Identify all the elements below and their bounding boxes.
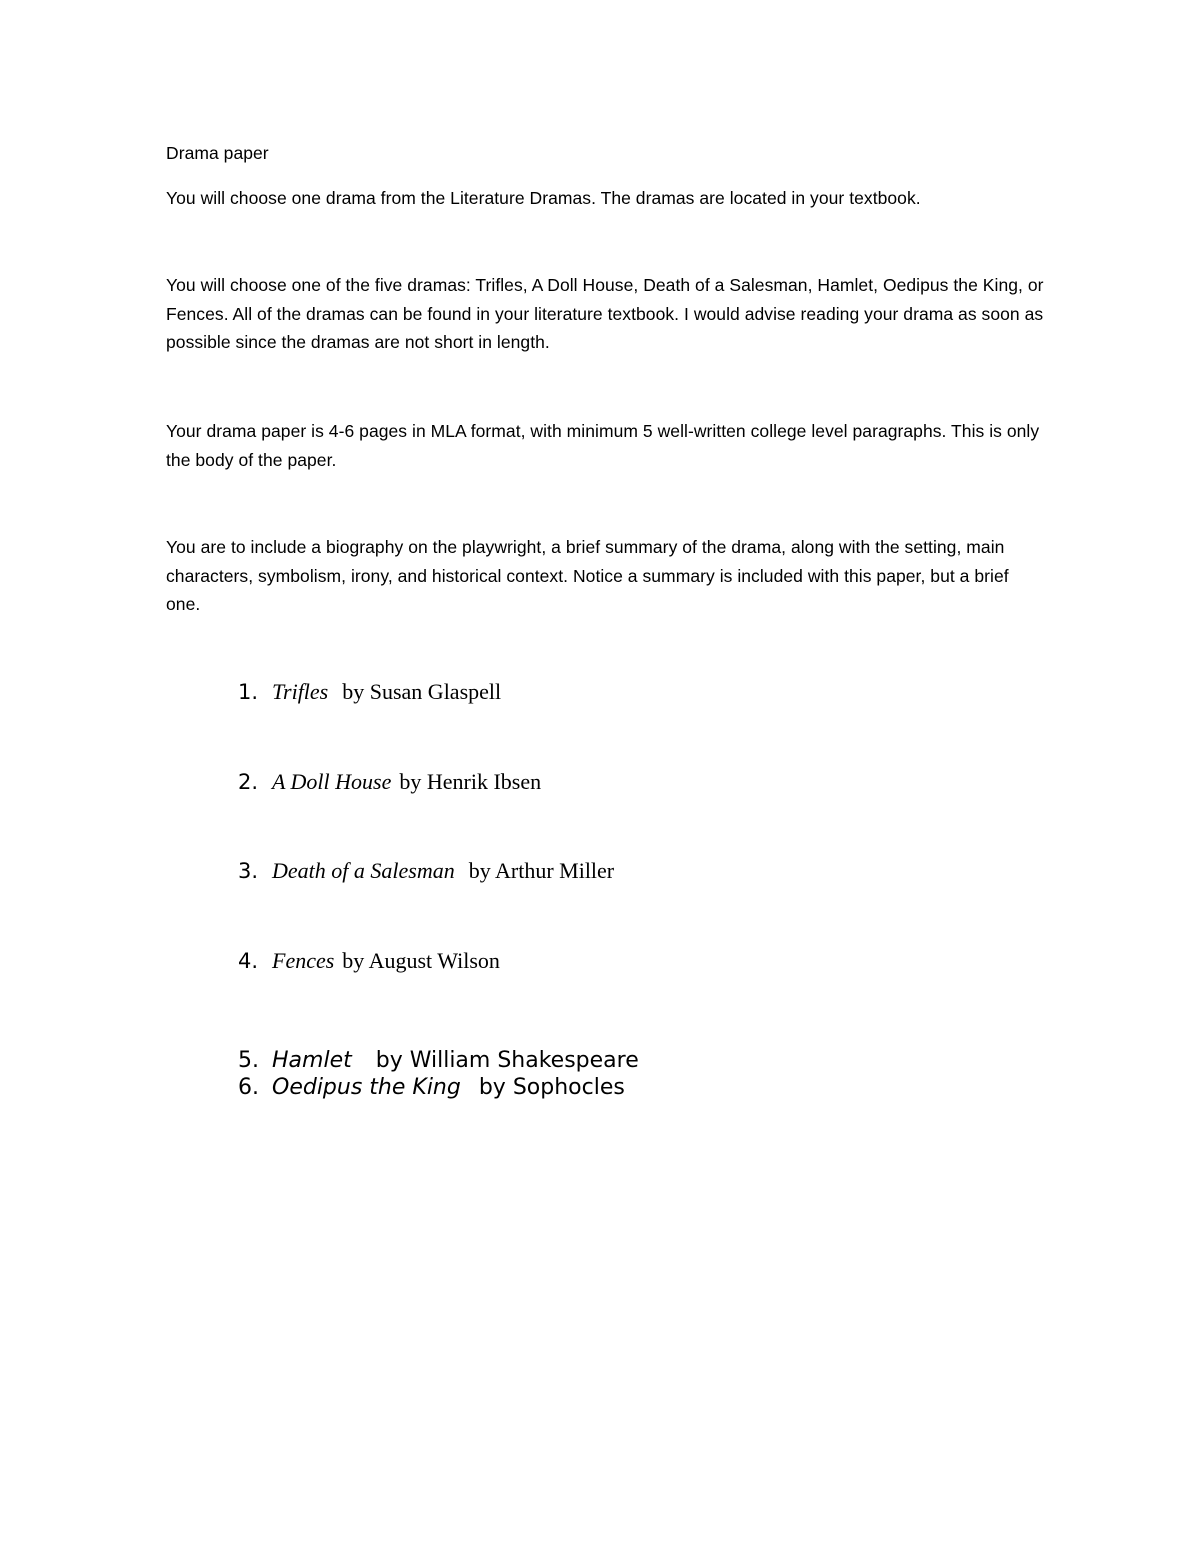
list-number: 4.	[238, 949, 259, 973]
drama-author: by Sophocles	[478, 1075, 625, 1100]
list-number: 6.	[238, 1075, 259, 1100]
drama-choice-paragraph: You will choose one of the five dramas: Trifles, A Doll House, Death of a Salesman, Hamlet, Oedipus the King, or Fences. All of the dramas can be found in your literature textbook. I would advise reading your drama as soon as possible since the dramas are not short in length.	[166, 275, 1044, 353]
format-paragraph: Your drama paper is 4-6 pages in MLA format, with minimum 5 well-written college level paragraphs. This is only the body of the paper.	[166, 421, 1040, 470]
list-number: 5.	[238, 1048, 259, 1073]
content-requirements-paragraph: You are to include a biography on the playwright, a brief summary of the drama, along with the setting, main characters, symbolism, irony, and historical context. Notice a summary is included with this paper, but a brief one.	[166, 537, 1009, 615]
drama-list-item	[238, 1047, 639, 1074]
drama-author: by William Shakespeare	[375, 1048, 639, 1073]
page-title: Drama paper	[166, 143, 269, 163]
drama-title: Death of a Salesman	[272, 858, 455, 883]
list-number: 3.	[238, 859, 259, 883]
drama-title: A Doll House	[272, 769, 392, 794]
drama-list-item	[238, 677, 501, 707]
drama-author: by Henrik Ibsen	[399, 769, 542, 794]
drama-list-item	[238, 1074, 625, 1101]
list-number: 2.	[238, 770, 259, 794]
list-number: 1.	[238, 680, 259, 704]
drama-title: Oedipus the King	[272, 1075, 461, 1100]
drama-author: by Susan Glaspell	[342, 679, 502, 704]
intro-paragraph: You will choose one drama from the Literature Dramas. The dramas are located in your textbook.	[166, 188, 921, 208]
drama-title: Hamlet	[272, 1048, 352, 1073]
drama-title: Fences	[272, 948, 335, 973]
drama-list-item	[238, 946, 500, 976]
drama-list-item	[238, 767, 541, 797]
drama-author: by Arthur Miller	[468, 858, 615, 883]
drama-title: Trifles	[272, 679, 329, 704]
drama-list-item	[238, 856, 614, 886]
drama-author: by August Wilson	[342, 948, 500, 973]
